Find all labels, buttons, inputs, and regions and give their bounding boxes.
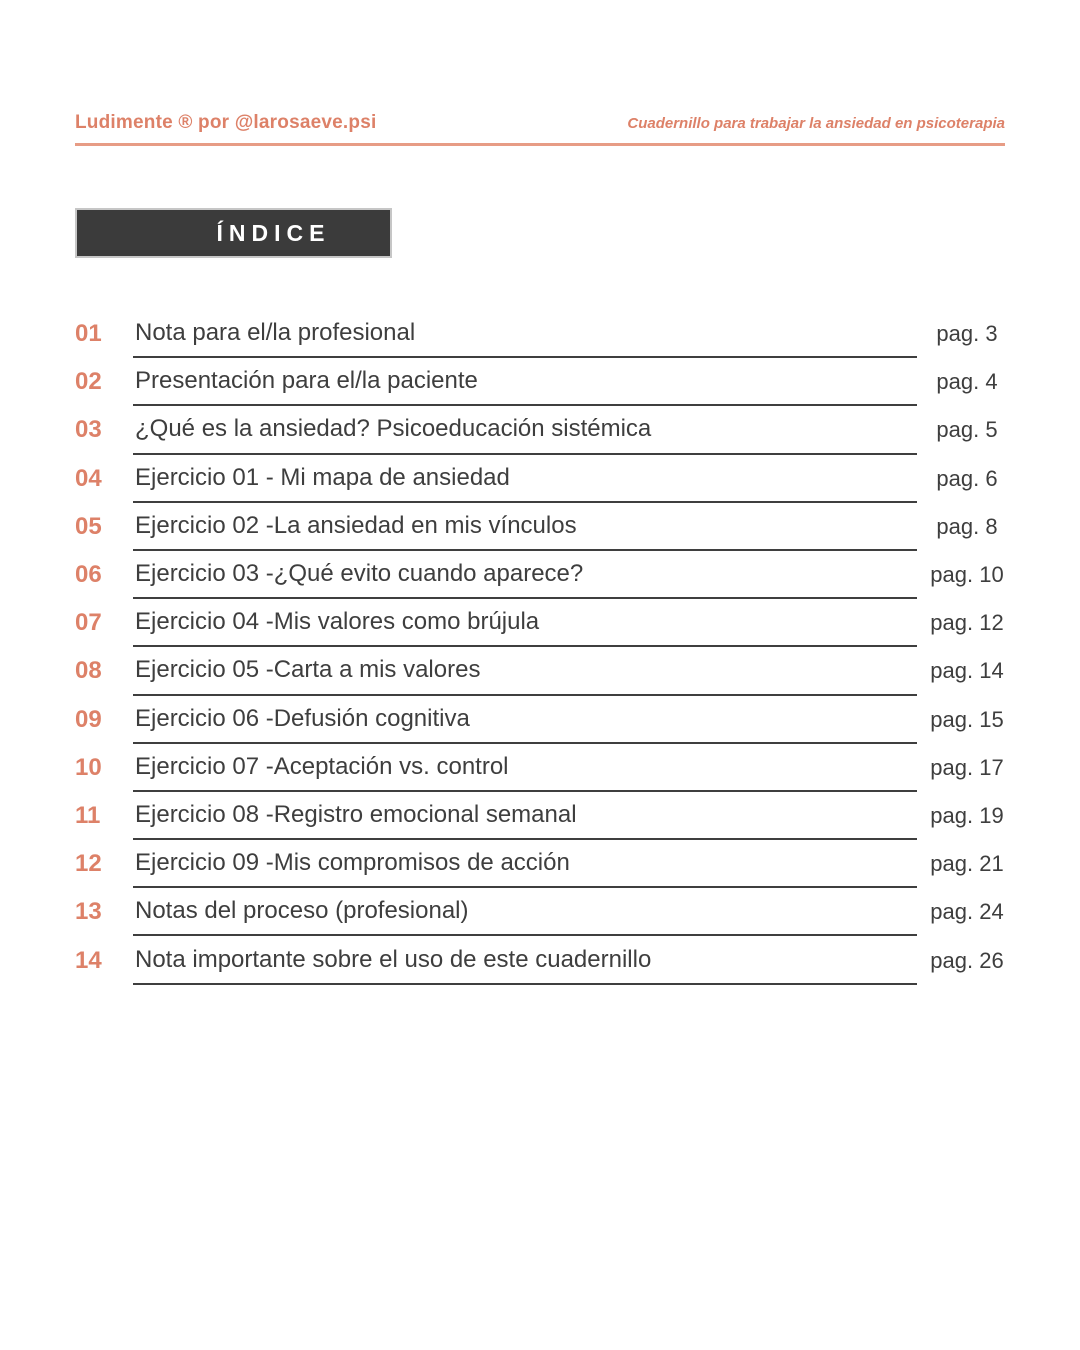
toc-entry-page: pag. 8 (936, 513, 998, 539)
toc-row (75, 503, 1017, 551)
index-title-box (75, 208, 392, 258)
toc-entry-title: Ejercicio 04 -Mis valores como brújula (133, 599, 917, 647)
toc-entry-title: Ejercicio 06 -Defusión cognitiva (133, 696, 917, 744)
toc-row (75, 358, 1017, 406)
toc-entry-title: Presentación para el/la paciente (133, 358, 917, 406)
toc-row (75, 744, 1017, 792)
toc-entry-title: Nota importante sobre el uso de este cuadernillo (133, 936, 917, 984)
toc-entry-page: pag. 4 (936, 369, 998, 395)
toc-entry-title: Ejercicio 08 -Registro emocional semanal (133, 792, 917, 840)
toc-entry-page: pag. 12 (930, 610, 1004, 636)
toc-row (75, 455, 1017, 503)
toc-entry-number: 09 (75, 705, 102, 733)
toc-entry-number: 04 (75, 464, 102, 492)
toc-entry-title: Ejercicio 02 -La ansiedad en mis vínculos (133, 503, 917, 551)
toc-entry-page: pag. 17 (930, 754, 1004, 780)
toc-row (75, 792, 1017, 840)
toc-row (75, 840, 1017, 888)
toc-entry-title: Ejercicio 05 -Carta a mis valores (133, 647, 917, 695)
toc-entry-number: 06 (75, 561, 102, 589)
toc-entry-page: pag. 3 (936, 321, 998, 347)
toc-entry-number: 14 (75, 946, 102, 974)
toc-entry-title: Ejercicio 01 - Mi mapa de ansiedad (133, 455, 917, 503)
toc-entry-number: 05 (75, 512, 102, 540)
toc-row (75, 599, 1017, 647)
toc-row (75, 936, 1017, 984)
toc-entry-page: pag. 10 (930, 562, 1004, 588)
toc-entry-number: 02 (75, 368, 102, 396)
toc-entry-number: 11 (75, 801, 101, 829)
toc-entry-page: pag. 26 (930, 947, 1004, 973)
table-of-contents (75, 310, 1017, 985)
toc-entry-number: 01 (75, 320, 102, 348)
toc-row (75, 647, 1017, 695)
toc-entry-page: pag. 24 (930, 899, 1004, 925)
toc-entry-title: Nota para el/la profesional (133, 310, 917, 358)
toc-entry-page: pag. 15 (930, 706, 1004, 732)
toc-entry-number: 08 (75, 657, 102, 685)
toc-row (75, 406, 1017, 454)
toc-entry-title: Notas del proceso (profesional) (133, 888, 917, 936)
toc-row (75, 696, 1017, 744)
toc-entry-number: 10 (75, 753, 102, 781)
toc-entry-page: pag. 21 (930, 851, 1004, 877)
toc-entry-title: Ejercicio 09 -Mis compromisos de acción (133, 840, 917, 888)
brand-text: Ludimente ® por @larosaeve.psi (75, 112, 377, 133)
toc-entry-page: pag. 5 (936, 417, 998, 443)
toc-row (75, 551, 1017, 599)
toc-entry-number: 07 (75, 609, 102, 637)
toc-row (75, 888, 1017, 936)
toc-entry-title: ¿Qué es la ansiedad? Psicoeducación sistémica (133, 406, 917, 454)
toc-entry-page: pag. 14 (930, 658, 1004, 684)
toc-entry-page: pag. 19 (930, 802, 1004, 828)
toc-entry-number: 13 (75, 898, 102, 926)
toc-entry-page: pag. 6 (936, 465, 998, 491)
toc-entry-number: 12 (75, 850, 102, 878)
index-title: ÍNDICE (216, 219, 331, 246)
toc-row (75, 310, 1017, 358)
header-subtitle: Cuadernillo para trabajar la ansiedad en psicoterapia (627, 115, 1005, 132)
toc-entry-title: Ejercicio 03 -¿Qué evito cuando aparece? (133, 551, 917, 599)
toc-entry-title: Ejercicio 07 -Aceptación vs. control (133, 744, 917, 792)
page-header (75, 112, 1005, 146)
toc-entry-number: 03 (75, 416, 102, 444)
